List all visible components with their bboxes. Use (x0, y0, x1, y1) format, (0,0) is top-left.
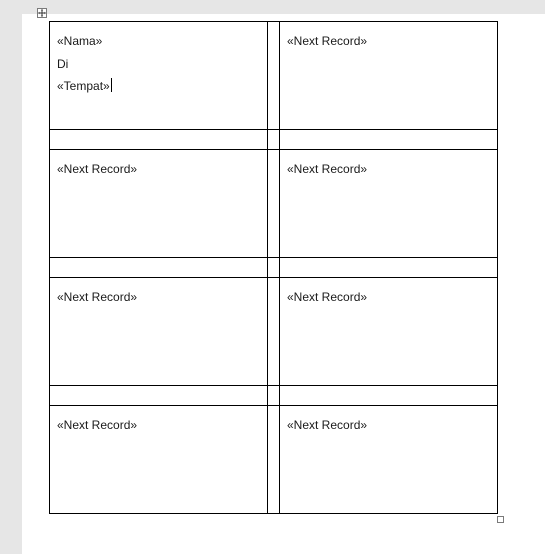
next-record-field[interactable]: «Next Record» (287, 418, 368, 432)
spacer-row (50, 130, 498, 150)
spacer-cell (280, 258, 498, 278)
spacer-row (50, 258, 498, 278)
next-record-field[interactable]: «Next Record» (287, 290, 368, 304)
spacer-cell (50, 386, 268, 406)
label-cell[interactable] (50, 278, 268, 386)
next-record-field[interactable]: «Next Record» (287, 162, 368, 176)
label-cell[interactable] (50, 406, 268, 514)
label-row (50, 22, 498, 130)
merge-field-tempat[interactable]: «Tempat» (57, 79, 110, 93)
text-cursor (111, 78, 112, 92)
spacer-row (50, 386, 498, 406)
spacer-cell (50, 258, 268, 278)
table-move-handle-icon[interactable] (37, 8, 47, 18)
spacer-cell (280, 130, 498, 150)
label-cell[interactable] (280, 22, 498, 130)
gap-cell (268, 22, 280, 130)
label-cell[interactable] (50, 22, 268, 130)
next-record-field[interactable]: «Next Record» (57, 162, 138, 176)
label-cell[interactable] (280, 406, 498, 514)
gap-cell (268, 406, 280, 514)
next-record-field[interactable]: «Next Record» (57, 290, 138, 304)
label-row (50, 150, 498, 258)
merge-field-nama[interactable]: «Nama» (57, 34, 103, 48)
label-cell[interactable] (280, 278, 498, 386)
spacer-cell (268, 258, 280, 278)
spacer-cell (50, 130, 268, 150)
spacer-cell (268, 386, 280, 406)
label-cell[interactable] (50, 150, 268, 258)
next-record-field[interactable]: «Next Record» (57, 418, 138, 432)
label-row (50, 278, 498, 386)
label-row (50, 406, 498, 514)
gap-cell (268, 150, 280, 258)
gap-cell (268, 278, 280, 386)
mail-merge-label-table (49, 21, 498, 514)
di-text: Di (57, 56, 69, 71)
table-resize-handle-icon[interactable] (497, 516, 504, 523)
spacer-cell (268, 130, 280, 150)
next-record-field[interactable]: «Next Record» (287, 34, 368, 48)
spacer-cell (280, 386, 498, 406)
label-cell[interactable] (280, 150, 498, 258)
merge-field-tempat-line[interactable] (57, 75, 261, 98)
